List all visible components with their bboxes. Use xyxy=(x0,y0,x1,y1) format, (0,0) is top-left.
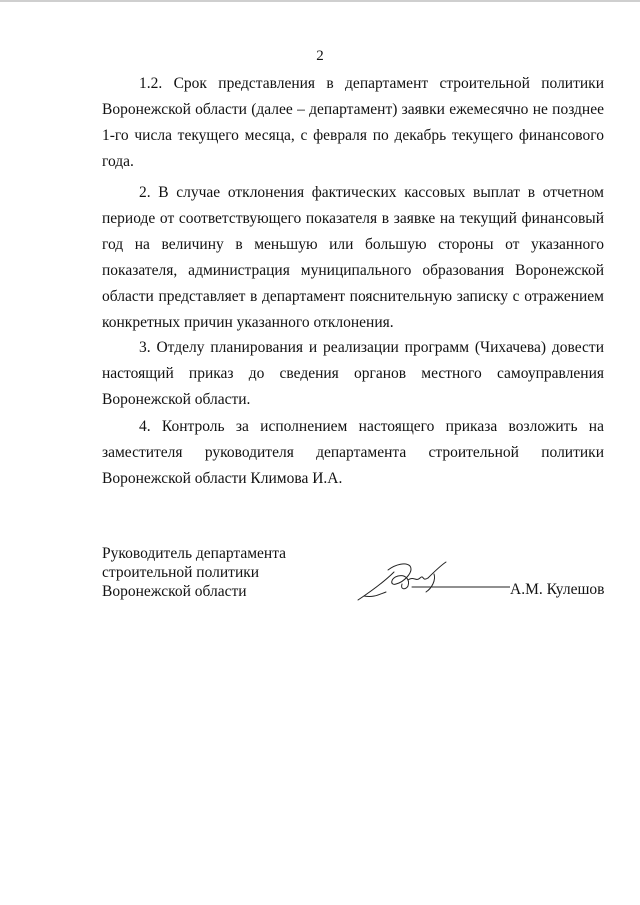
paragraph-3: 3. Отделу планирования и реализации программ (Чихачева) довести настоящий приказ до сведения органов местного самоуправления Воронежской области. xyxy=(102,339,604,408)
signer-name: А.М. Кулешов xyxy=(510,581,605,598)
signer-title-line-2: строительной политики xyxy=(102,564,260,581)
page-top-edge xyxy=(0,0,640,2)
signer-title-line-1: Руководитель департамента xyxy=(102,545,287,562)
page-number: 2 xyxy=(316,48,324,64)
paragraph-2: 2. В случае отклонения фактических кассовых выплат в отчетном периоде от соответствующего показателя в заявке на текущий финансовый год на величину в меньшую или большую стороны от указанного показателя, администрация муниципального образования Воронежской области представляет в департамент пояснительную записку с отражением конкретных причин указанного отклонения. xyxy=(102,184,604,331)
paragraph-1-2: 1.2. Срок представления в департамент строительной политики Воронежской области (далее – департамент) заявки ежемесячно не позднее 1-го числа текущего месяца, с февраля по декабрь текущего финансового года. xyxy=(102,75,604,170)
signer-title xyxy=(102,544,362,601)
signer-title-line-3: Воронежской области xyxy=(102,583,247,600)
paragraph-4: 4. Контроль за исполнением настоящего приказа возложить на заместителя руководителя департамента строительной политики Воронежской области Климова И.А. xyxy=(102,418,604,487)
handwritten-signature xyxy=(350,556,510,606)
